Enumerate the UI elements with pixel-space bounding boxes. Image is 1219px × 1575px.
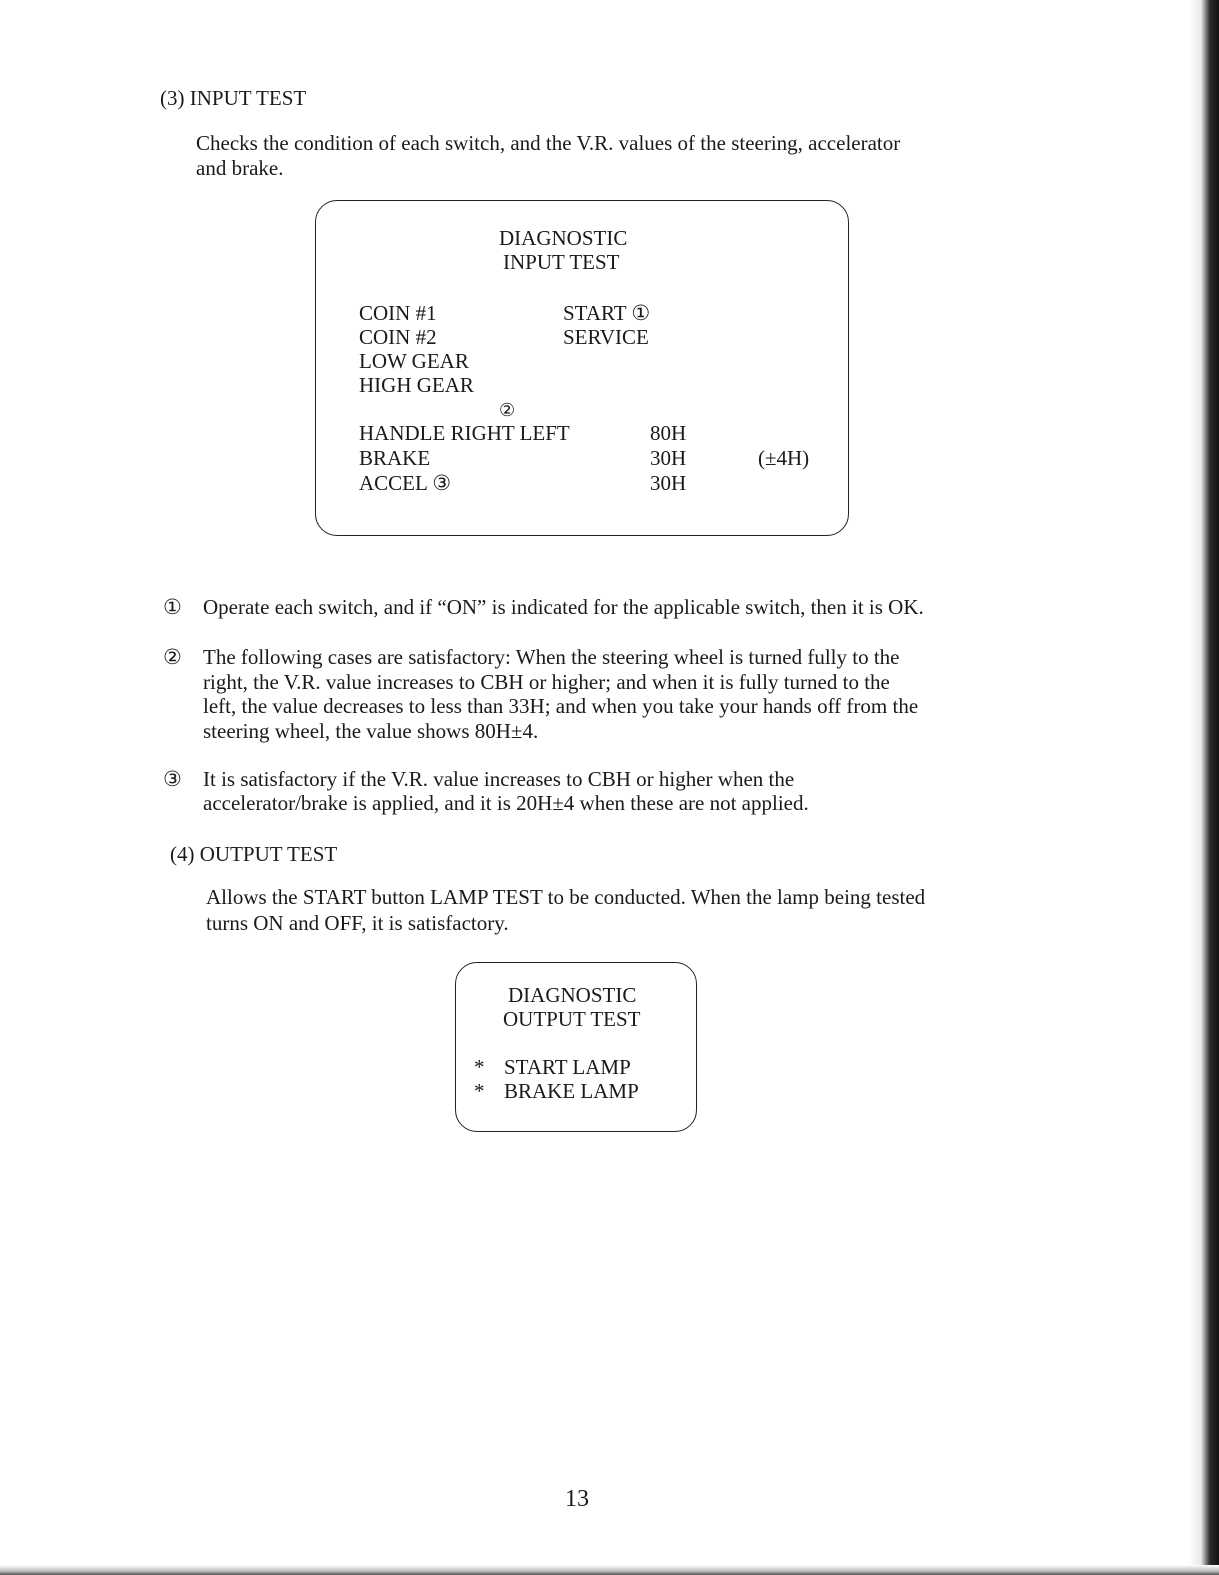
brake-lamp-label: BRAKE LAMP (504, 1079, 639, 1103)
section-3-intro-line-2: and brake. (196, 156, 284, 180)
page-edge-shadow-right (1189, 0, 1219, 1575)
marker-2: ② (499, 400, 516, 420)
brake-label: BRAKE (359, 446, 431, 470)
brake-value: 30H (650, 446, 687, 470)
note-3-line-1: It is satisfactory if the V.R. value increases to CBH or higher when the (203, 767, 795, 791)
accel-value: 30H (650, 471, 687, 495)
service-label: SERVICE (563, 325, 649, 349)
output-test-screen (455, 962, 697, 1132)
accel-label: ACCEL ③ (359, 471, 452, 495)
output-screen-title-line-2: OUTPUT TEST (503, 1007, 641, 1031)
coin-2-label: COIN #2 (359, 325, 437, 349)
note-3-marker: ③ (163, 767, 182, 791)
section-4-intro-line-2: turns ON and OFF, it is satisfactory. (206, 911, 509, 935)
start-lamp-label: START LAMP (504, 1055, 631, 1079)
input-screen-title-line-2: INPUT TEST (503, 250, 620, 274)
tolerance-label: (±4H) (758, 446, 810, 470)
note-1-marker: ① (163, 595, 182, 619)
note-2-line-2: right, the V.R. value increases to CBH or higher; and when it is fully turned to the (203, 670, 890, 694)
output-screen-title-line-1: DIAGNOSTIC (508, 983, 637, 1007)
page-number: 13 (565, 1486, 589, 1512)
handle-label: HANDLE RIGHT LEFT (359, 421, 570, 445)
note-2-line-4: steering wheel, the value shows 80H±4. (203, 719, 539, 743)
section-4-intro-line-1: Allows the START button LAMP TEST to be conducted. When the lamp being tested (206, 885, 926, 909)
note-1-text: Operate each switch, and if “ON” is indicated for the applicable switch, then it is OK. (203, 595, 924, 619)
section-4-heading: (4) OUTPUT TEST (170, 842, 338, 866)
section-3-intro-line-1: Checks the condition of each switch, and the V.R. values of the steering, accelerator (196, 131, 901, 155)
note-2-line-3: left, the value decreases to less than 33H; and when you take your hands off from the (203, 694, 919, 718)
start-lamp-bullet: * (474, 1055, 485, 1079)
page-edge-shadow-bottom (0, 1565, 1219, 1575)
low-gear-label: LOW GEAR (359, 349, 469, 373)
high-gear-label: HIGH GEAR (359, 373, 474, 397)
brake-lamp-bullet: * (474, 1079, 485, 1103)
note-2-marker: ② (163, 645, 182, 669)
input-test-screen (315, 200, 849, 536)
note-2-line-1: The following cases are satisfactory: When the steering wheel is turned fully to the (203, 645, 900, 669)
coin-1-label: COIN #1 (359, 301, 437, 325)
input-screen-title-line-1: DIAGNOSTIC (499, 226, 628, 250)
section-3-heading: (3) INPUT TEST (160, 86, 307, 110)
start-label: START ① (563, 301, 651, 325)
note-3-line-2: accelerator/brake is applied, and it is 20H±4 when these are not applied. (203, 791, 809, 815)
handle-value: 80H (650, 421, 687, 445)
